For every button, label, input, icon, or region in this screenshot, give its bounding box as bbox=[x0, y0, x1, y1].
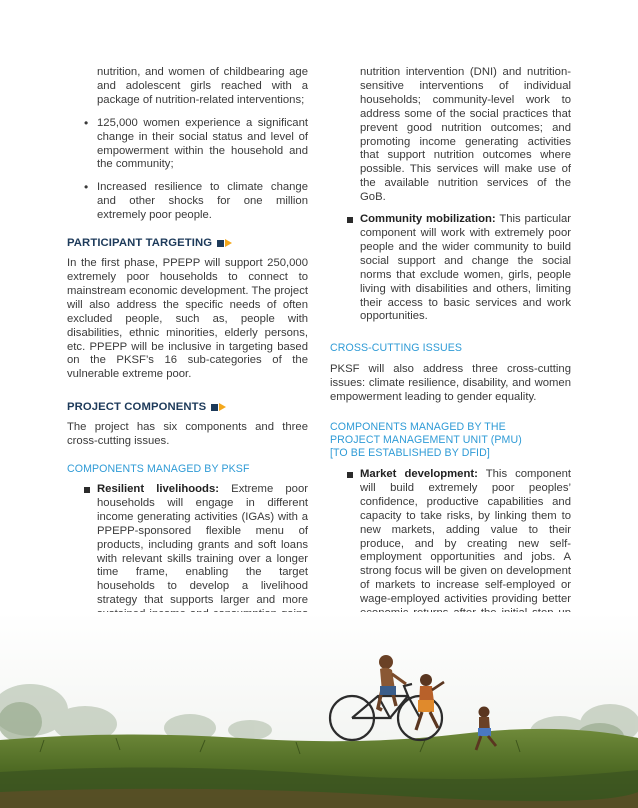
participant-targeting-heading bbox=[67, 237, 308, 249]
continued-text: nutrition, and women of childbearing age and adolescent girls reached with a package of nutrition-related interventions; bbox=[97, 66, 308, 106]
heading-marker-icon bbox=[211, 403, 226, 411]
heading-text: PARTICIPANT TARGETING bbox=[67, 237, 213, 250]
square-bullet-icon bbox=[347, 472, 353, 478]
project-components-heading bbox=[67, 401, 308, 413]
component-title: Market development: bbox=[360, 468, 478, 481]
pksf-subheading: COMPONENTS MANAGED BY PKSF bbox=[67, 463, 250, 476]
component-title: Resilient livelihoods: bbox=[97, 483, 220, 496]
pmu-subheading bbox=[330, 421, 571, 460]
left-column bbox=[67, 66, 308, 687]
cross-cutting-subheading: CROSS-CUTTING ISSUES bbox=[330, 342, 463, 355]
cross-cutting-paragraph: PKSF will also address three cross-cutting issues: climate resilience, disability, and women empowerment leading to gender equality. bbox=[330, 363, 571, 404]
targeting-paragraph: In the first phase, PPEPP will support 250,000 extremely poor households to connect to mainstream economic development. The project will also address the specific needs of often excluded people, such as, people with disabilities, ethnic minorities, elderly persons, etc. PPEPP will be inclusive in targeting based on the PKSF’s 16 sub-categories of the vulnerable extreme poor. bbox=[67, 257, 308, 381]
component-text: This component will build extremely poor peoples’ confidence, productive capabilities and capacity to take risks, by linking them to new markets, adding value to their produce, and by creating new self-employment opportunities and jobs. A strong focus will be given on development of markets to increase self-employed or wage-employed activities providing better bbox=[360, 468, 572, 606]
pmu-subheading-line: [TO BE ESTABLISHED BY DFID] bbox=[330, 447, 490, 460]
pmu-subheading-line: COMPONENTS MANAGED BY THE bbox=[330, 421, 506, 434]
continued-text: nutrition intervention (DNI) and nutrition-sensitive interventions of individual households; community-level work to address some of the social practices that prevent good nutrition outcomes; and promoting income generating activities that support nutrition outcomes where possible. This services will make use of the available nutrition services of the GoB. bbox=[360, 66, 571, 204]
square-bullet-icon bbox=[84, 487, 90, 493]
components-paragraph: The project has six components and three cross-cutting issues. bbox=[67, 421, 308, 448]
community-list bbox=[330, 213, 571, 324]
outcome-item: • 125,000 women experience a significant change in their social status and level of empowerment within the household and the community; bbox=[67, 117, 308, 173]
pmu-subheading-line: PROJECT MANAGEMENT UNIT (PMU) bbox=[330, 434, 522, 447]
square-bullet-icon bbox=[347, 217, 353, 223]
heading-marker-icon bbox=[217, 239, 232, 247]
component-text: Extreme poor households will engage in different income generating activities (IGAs) with a PPEPP-sponsored flexible menu of products, including grants and soft loans with relevant skills training over a longer time frame, enabling the target households to develop a livelihood strategy that supports larger and more bbox=[97, 483, 308, 607]
children-bicycle-photo bbox=[0, 612, 638, 808]
outcome-list bbox=[67, 117, 308, 223]
outcome-item: • Increased resilience to climate change and other shocks for one million extremely poor people. bbox=[67, 181, 308, 223]
component-text: This particular component will work with extremely poor people and the wider community to build social support and change the social norms that exclude women, girls, people living with disabilities and others, limiting their access to basic services and work opportunities. bbox=[360, 213, 571, 323]
component-title: Community mobilization: bbox=[360, 213, 496, 226]
heading-text: PROJECT COMPONENTS bbox=[67, 401, 207, 414]
component-item bbox=[330, 213, 571, 324]
